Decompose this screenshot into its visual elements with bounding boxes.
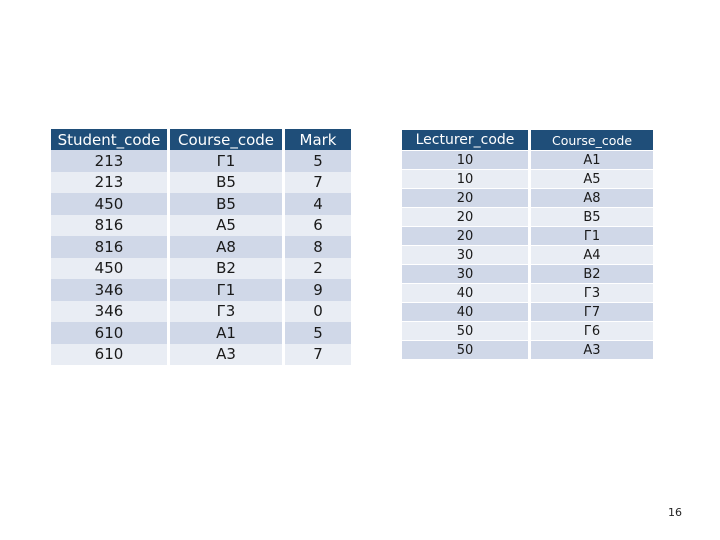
lecturer-table-header <box>402 130 653 150</box>
course-code-cell: А3 <box>170 344 282 366</box>
course-code-cell: А1 <box>531 151 653 169</box>
table-row <box>51 150 351 172</box>
table-row <box>51 215 351 237</box>
table-row <box>402 284 653 302</box>
student-code-cell: 213 <box>51 172 167 194</box>
lecturer-code-cell: 30 <box>402 265 528 283</box>
course-code-cell: А8 <box>531 189 653 207</box>
lecturer-code-cell: 10 <box>402 151 528 169</box>
course-code-cell: А5 <box>531 170 653 188</box>
lecturer-code-cell: 20 <box>402 227 528 245</box>
lecturer-table <box>399 129 656 360</box>
table-row <box>51 172 351 194</box>
mark-cell: 5 <box>285 150 351 172</box>
student-code-cell: 610 <box>51 322 167 344</box>
page-number: 16 <box>668 506 682 519</box>
table-row <box>402 265 653 283</box>
lecturer-code-cell: 50 <box>402 322 528 340</box>
table-row <box>402 208 653 226</box>
mark-cell: 7 <box>285 344 351 366</box>
header-course-code: Course_code <box>170 129 282 150</box>
course-code-cell: Г1 <box>531 227 653 245</box>
lecturer-table-body <box>402 151 653 359</box>
mark-cell: 5 <box>285 322 351 344</box>
mark-cell: 4 <box>285 193 351 215</box>
course-code-cell: Г3 <box>531 284 653 302</box>
student-code-cell: 213 <box>51 150 167 172</box>
enrollment-table-header <box>51 129 351 150</box>
table-row <box>402 246 653 264</box>
course-code-cell: А8 <box>170 236 282 258</box>
mark-cell: 7 <box>285 172 351 194</box>
table-row <box>51 344 351 366</box>
student-code-cell: 610 <box>51 344 167 366</box>
header-lecturer-code: Lecturer_code <box>402 130 528 150</box>
course-code-cell: А5 <box>170 215 282 237</box>
enrollment-table-body <box>51 150 351 365</box>
course-code-cell: В2 <box>531 265 653 283</box>
student-code-cell: 816 <box>51 236 167 258</box>
lecturer-code-cell: 40 <box>402 303 528 321</box>
course-code-cell: В2 <box>170 258 282 280</box>
table-row <box>402 170 653 188</box>
mark-cell: 6 <box>285 215 351 237</box>
table-row <box>51 279 351 301</box>
header-student-code: Student_code <box>51 129 167 150</box>
lecturer-code-cell: 20 <box>402 208 528 226</box>
student-code-cell: 450 <box>51 258 167 280</box>
mark-cell: 2 <box>285 258 351 280</box>
course-code-cell: А1 <box>170 322 282 344</box>
course-code-cell: Г7 <box>531 303 653 321</box>
course-code-cell: В5 <box>170 172 282 194</box>
table-row <box>51 193 351 215</box>
table-row <box>402 341 653 359</box>
table-row <box>402 189 653 207</box>
student-code-cell: 346 <box>51 301 167 323</box>
lecturer-code-cell: 50 <box>402 341 528 359</box>
course-code-cell: Г1 <box>170 279 282 301</box>
mark-cell: 0 <box>285 301 351 323</box>
course-code-cell: Г6 <box>531 322 653 340</box>
table-row <box>402 227 653 245</box>
course-code-cell: В5 <box>531 208 653 226</box>
table-row <box>51 301 351 323</box>
course-code-cell: А3 <box>531 341 653 359</box>
student-code-cell: 450 <box>51 193 167 215</box>
table-row <box>402 151 653 169</box>
table-row <box>51 322 351 344</box>
course-code-cell: А4 <box>531 246 653 264</box>
header-course-code: Course_code <box>531 130 653 150</box>
table-row <box>51 258 351 280</box>
course-code-cell: В5 <box>170 193 282 215</box>
course-code-cell: Г1 <box>170 150 282 172</box>
lecturer-code-cell: 30 <box>402 246 528 264</box>
course-code-cell: Г3 <box>170 301 282 323</box>
table-row <box>402 322 653 340</box>
table-row <box>51 236 351 258</box>
mark-cell: 9 <box>285 279 351 301</box>
student-code-cell: 346 <box>51 279 167 301</box>
table-row <box>402 303 653 321</box>
lecturer-code-cell: 40 <box>402 284 528 302</box>
lecturer-code-cell: 10 <box>402 170 528 188</box>
mark-cell: 8 <box>285 236 351 258</box>
student-code-cell: 816 <box>51 215 167 237</box>
header-mark: Mark <box>285 129 351 150</box>
lecturer-code-cell: 20 <box>402 189 528 207</box>
enrollment-table <box>48 129 354 365</box>
